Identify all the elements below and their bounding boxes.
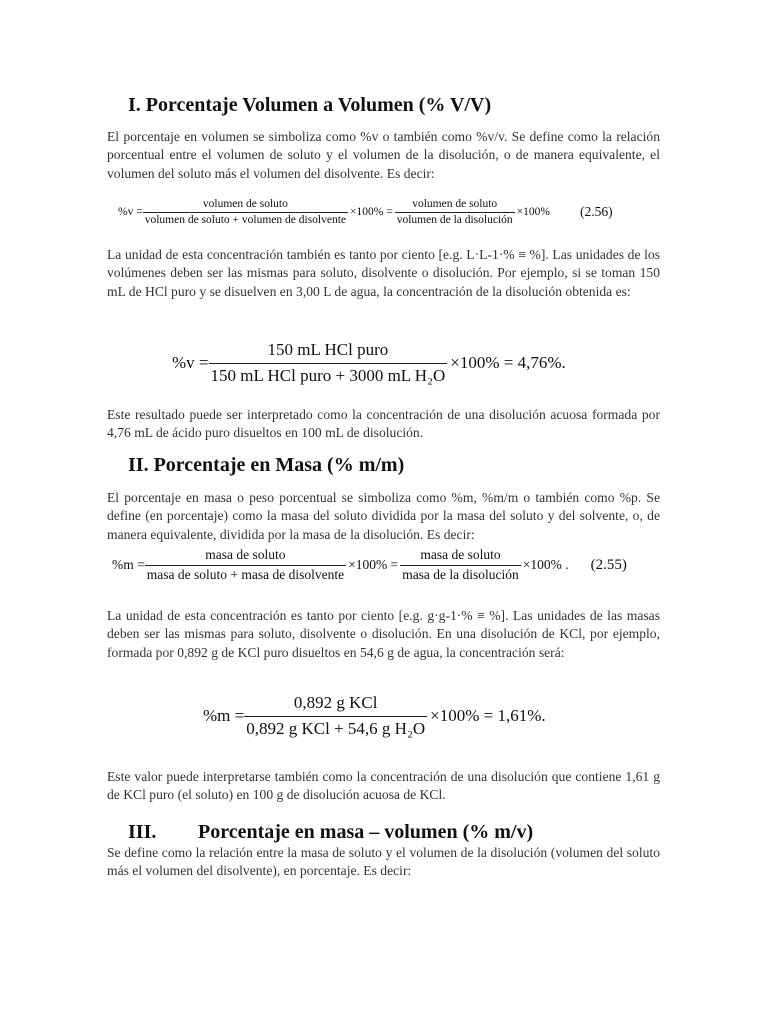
example-lhs: %m =: [203, 706, 245, 725]
fraction-denominator: masa de soluto + masa de disolvente: [146, 567, 345, 582]
section-1-intro: El porcentaje en volumen se simboliza como %v o también como %v/v. Se define como la relación porcentual entre el volumen de soluto y el volumen de la disolución, o de manera equivalente, el volumen del soluto más el volumen del disolvente. Es decir:: [107, 129, 660, 181]
formula-times-operator: ×100% =: [348, 557, 399, 572]
section-3-heading-text: Porcentaje en masa – volumen (% m/v): [198, 821, 534, 843]
section-1-heading: I. Porcentaje Volumen a Volumen (% V/V): [128, 94, 492, 116]
fraction-denominator: volumen de soluto + volumen de disolvente: [144, 214, 347, 226]
section-2-conclusion: Este valor puede interpretarse también como la concentración de una disolución que contiene 1,61 g de KCl puro (el soluto) en 100 g de disolución acuosa de KCl.: [107, 769, 660, 803]
example-fraction: [244, 693, 427, 739]
example-result: ×100% = 4,76%.: [450, 353, 566, 372]
fraction-denominator: 0,892 g KCl + 54,6 g H₂O: [246, 719, 426, 738]
example-result: ×100% = 1,61%.: [430, 706, 546, 725]
section-3-heading-number: III.: [128, 821, 157, 843]
fraction-numerator: masa de soluto: [205, 547, 286, 562]
section-2-units-text: La unidad de esta concentración es tanto por ciento [e.g. g·g-1·% ≡ %]. Las unidades de las masas deben ser las mismas para soluto, disolvente o disolución. En una disolución de KCl, por ejemplo, formada por 0,892 g de KCl puro disueltos en 54,6 g de agua, la concentración será:: [107, 608, 660, 660]
example-fraction: [209, 340, 448, 386]
equation-number: (2.55): [590, 556, 627, 573]
fraction-numerator: masa de soluto: [420, 547, 501, 562]
formula-volume-percent: [118, 198, 613, 226]
formula-times-operator: ×100%: [516, 206, 550, 218]
fraction-numerator: 150 mL HCl puro: [267, 340, 389, 359]
fraction-numerator: 0,892 g KCl: [293, 693, 378, 712]
formula-mass-percent: [112, 547, 627, 583]
example-lhs: %v =: [172, 353, 209, 372]
section-2-intro: El porcentaje en masa o peso porcentual se simboliza como %m, %m/m o también como %p. Se define (en porcentaje) como la masa del soluto dividida por la masa del soluto y del solvente, o, de manera equivalente, dividida por la masa de la disolución. Es decir:: [107, 490, 660, 542]
formula-fraction-1: [143, 198, 348, 226]
formula-times-operator: ×100% .: [522, 557, 569, 572]
fraction-denominator: masa de la disolución: [402, 567, 519, 582]
example-volume-percent: [172, 340, 569, 386]
equation-number: (2.56): [580, 204, 613, 219]
formula-fraction-2: [400, 547, 521, 583]
formula-times-operator: ×100% =: [350, 206, 393, 218]
fraction-denominator: 150 mL HCl puro + 3000 mL H₂O: [210, 366, 446, 385]
fraction-denominator: volumen de la disolución: [396, 214, 513, 226]
formula-fraction-1: [145, 547, 346, 583]
section-1-conclusion: Este resultado puede ser interpretado como la concentración de una disolución acuosa formada por 4,76 mL de ácido puro disueltos en 100 mL de disolución.: [107, 407, 660, 441]
example-mass-percent: [203, 693, 549, 739]
formula-lhs: %v =: [118, 206, 143, 218]
section-2-heading: II. Porcentaje en Masa (% m/m): [128, 454, 405, 476]
fraction-numerator: volumen de soluto: [202, 198, 288, 210]
section-1-units-text: La unidad de esta concentración también es tanto por ciento [e.g. L·L-1·% ≡ %]. Las unidades de los volúmenes deben ser las mismas para soluto, disolvente o disolución. Por ejemplo, si se toman 150 mL de HCl puro y se disuelven en 3,00 L de agua, la concentración de la disolución obtenida es:: [107, 247, 660, 299]
formula-lhs: %m =: [112, 557, 145, 572]
section-3-intro: Se define como la relación entre la masa de soluto y el volumen de la disolución (volumen del soluto más el volumen del disolvente), en porcentaje. Es decir:: [107, 845, 660, 879]
section-3-heading: [128, 821, 533, 844]
fraction-numerator: volumen de soluto: [412, 198, 498, 210]
formula-fraction-2: [395, 198, 515, 226]
